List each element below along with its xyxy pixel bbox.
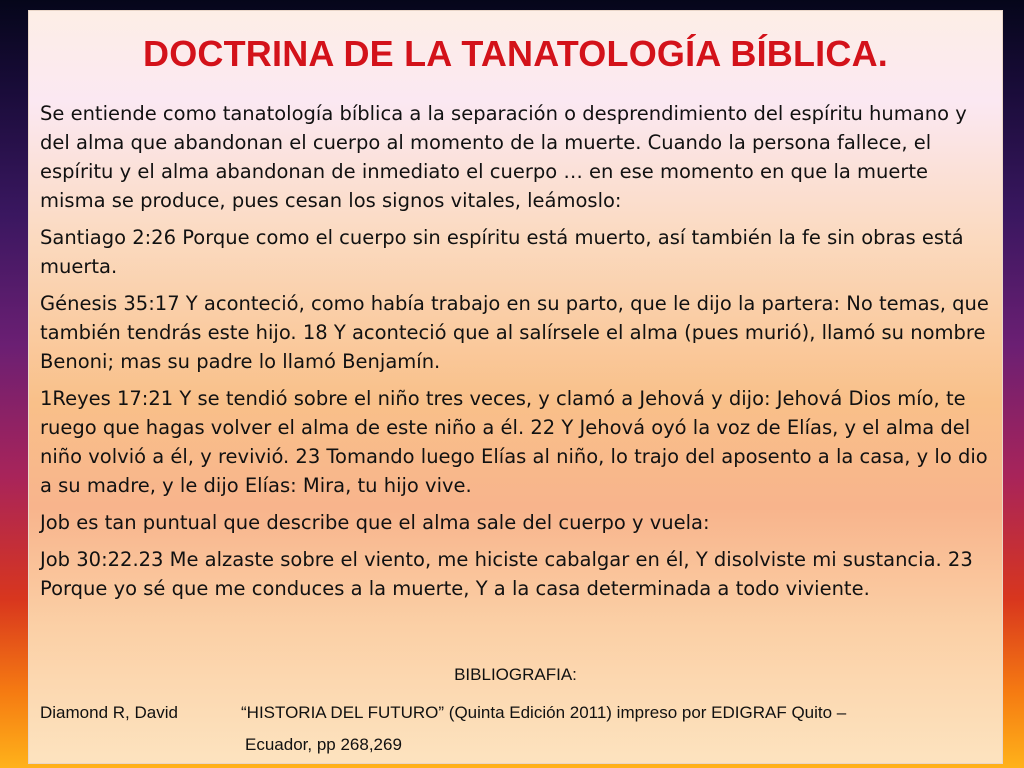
bibliography-author: Diamond R, David	[40, 703, 178, 722]
bibliography-place: Ecuador, pp 268,269	[245, 735, 402, 754]
paragraph-genesis: Génesis 35:17 Y aconteció, como había trabajo en su parto, que le dijo la partera: No temas, que también tendrás este hijo. 18 Y aconteció que al salírsele el alma (pues murió), llamó su nombre Benoni; mas su padre lo llamó Benjamín.	[40, 292, 989, 373]
paragraph-job-intro: Job es tan puntual que describe que el alma sale del cuerpo y vuela:	[40, 511, 710, 534]
slide-title: DOCTRINA DE LA TANATOLOGÍA BÍBLICA.	[143, 33, 888, 74]
paragraph-job-verse: Job 30:22.23 Me alzaste sobre el viento, me hiciste cabalgar en él, Y disolviste mi sustancia. 23 Porque yo sé que me conduces a la muerte, Y a la casa determinada a todo viviente.	[40, 548, 973, 600]
bibliography-heading: BIBLIOGRAFIA:	[454, 665, 577, 684]
paragraph-reyes: 1Reyes 17:21 Y se tendió sobre el niño tres veces, y clamó a Jehová y dijo: Jehová Dios mío, te ruego que hagas volver el alma de este niño a él. 22 Y Jehová oyó la voz de Elías, y el alma del niño volvió a él, y revivió. 23 Tomando luego Elías al niño, lo trajo del aposento a la casa, y lo dio a su madre, y le dijo Elías: Mira, tu hijo vive.	[40, 387, 988, 497]
slide-body	[40, 99, 996, 611]
paragraph-intro: Se entiende como tanatología bíblica a la separación o desprendimiento del espíritu humano y del alma que abandonan el cuerpo al momento de la muerte. Cuando la persona fallece, el espíritu y el alma abandonan de inmediato el cuerpo … en ese momento en que la muerte misma se produce, pues cesan los signos vitales, leámoslo:	[40, 102, 967, 212]
paragraph-santiago: Santiago 2:26 Porque como el cuerpo sin espíritu está muerto, así también la fe sin obras está muerta.	[40, 226, 964, 278]
slide	[28, 10, 1003, 764]
bibliography-work: “HISTORIA DEL FUTURO” (Quinta Edición 2011) impreso por EDIGRAF Quito –	[241, 703, 847, 722]
